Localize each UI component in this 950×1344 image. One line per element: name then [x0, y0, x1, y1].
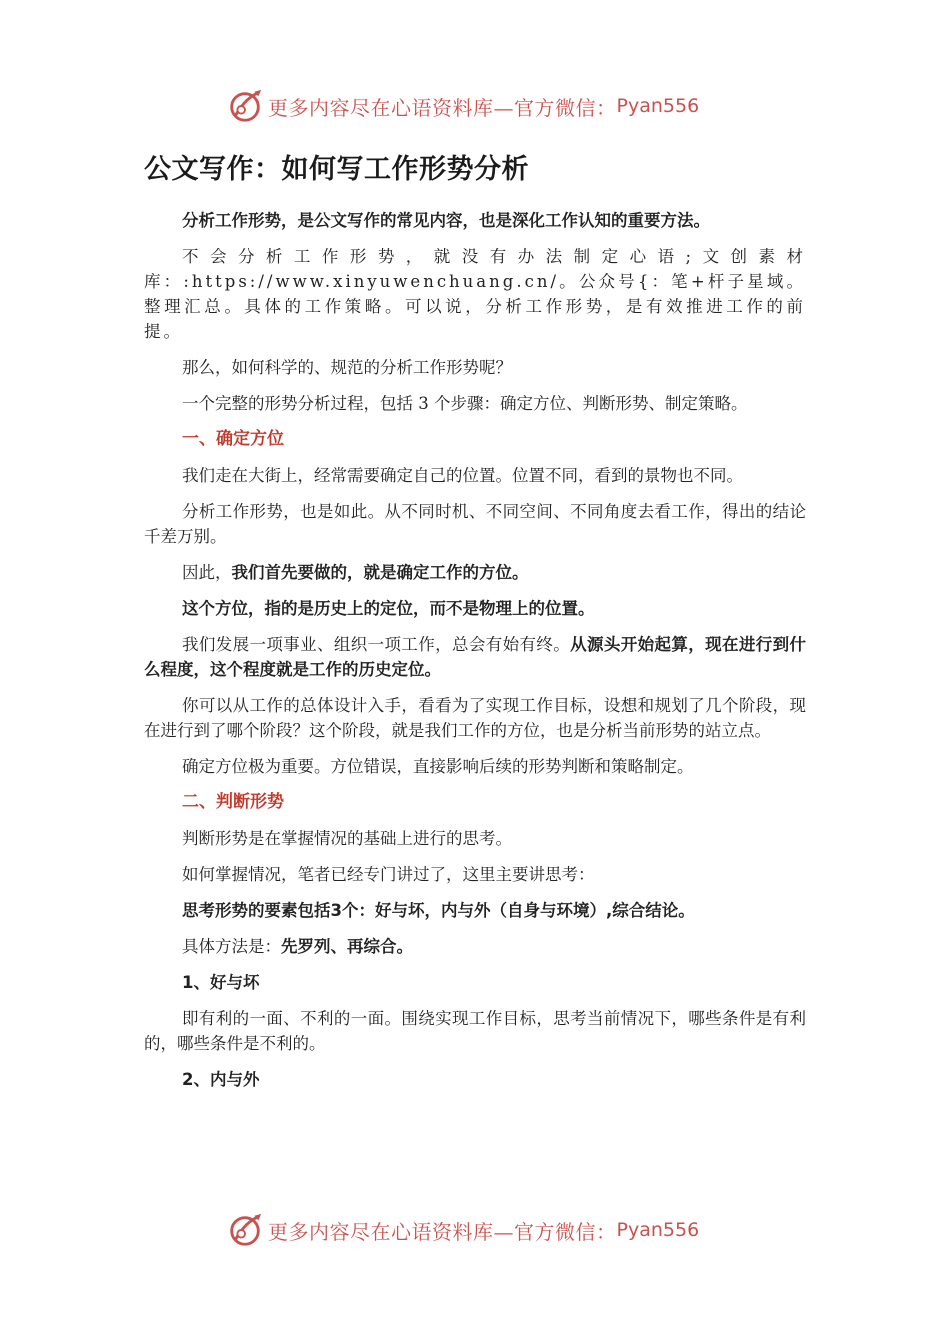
paragraph-7-bold: 我们首先要做的，就是确定工作的方位。: [231, 563, 529, 582]
paragraph-15: [144, 934, 806, 959]
page-title: 公文写作：如何写工作形势分析: [144, 154, 529, 185]
subheading-1: 1、好与坏: [182, 973, 260, 992]
paragraph-12: 判断形势是在掌握情况的基础上进行的思考。: [182, 829, 512, 848]
paragraph-6: 分析工作形势，也是如此。从不同时机、不同空间、不同角度去看工作，得出的结论千差万别。: [144, 502, 806, 546]
paragraph-9-bold: 从源头开始起算，现在进行到什么程度，这个程度就是工作的历史定位。: [144, 635, 806, 679]
paragraph-15-bold: 先罗列、再综合。: [281, 937, 413, 956]
paragraph-13: 如何掌握情况，笔者已经专门讲过了，这里主要讲思考：: [182, 865, 595, 884]
paragraph-2: 不会分析工作形势，就没有办法制定心语;文创素材库：:https://www.xinyuwenchuang.cn/。公众号{：笔+杆子星域。整理汇总。具体的工作策略。可以说，分析工作形势，是有效推进工作的前提。: [144, 247, 806, 341]
document-body: [144, 150, 806, 1103]
paragraph-10: 你可以从工作的总体设计入手，看看为了实现工作目标，设想和规划了几个阶段，现在进行到了哪个阶段？这个阶段，就是我们工作的方位，也是分析当前形势的站立点。: [144, 696, 806, 740]
section-heading-1: 一、确定方位: [182, 429, 284, 449]
paragraph-14: 思考形势的要素包括3个：好与坏，内与外（自身与环境）,综合结论。: [182, 901, 695, 920]
banner-wechat-id: Pyan556: [616, 95, 700, 117]
section-heading-2: 二、判断形势: [182, 792, 284, 812]
paragraph-16: 即有利的一面、不利的一面。围绕实现工作目标，思考当前情况下，哪些条件是有利的，哪些条件是不利的。: [144, 1009, 806, 1053]
paragraph-intro: 分析工作形势，是公文写作的常见内容，也是深化工作认知的重要方法。: [182, 211, 710, 230]
header-banner: [226, 86, 699, 126]
banner-wechat-id: Pyan556: [616, 1219, 700, 1241]
paragraph-8: 这个方位，指的是历史上的定位，而不是物理上的位置。: [182, 599, 595, 618]
paragraph-9: [144, 632, 806, 682]
paragraph-15-lead: 具体方法是：: [182, 937, 281, 956]
paragraph-7-lead: 因此，: [182, 563, 232, 582]
banner-text: 更多内容尽在心语资料库—官方微信：: [268, 95, 617, 120]
footer-banner: [226, 1210, 699, 1250]
pen-swirl-logo-icon: [226, 87, 264, 125]
paragraph-11: 确定方位极为重要。方位错误，直接影响后续的形势判断和策略制定。: [182, 757, 694, 776]
pen-swirl-logo-icon: [226, 1211, 264, 1249]
paragraph-9-lead: 我们发展一项事业、组织一项工作，总会有始有终。: [182, 635, 571, 654]
paragraph-5: 我们走在大街上，经常需要确定自己的位置。位置不同，看到的景物也不同。: [182, 466, 743, 485]
paragraph-3: 那么，如何科学的、规范的分析工作形势呢？: [182, 358, 512, 377]
paragraph-7: [144, 560, 806, 585]
paragraph-4: 一个完整的形势分析过程，包括 3 个步骤：确定方位、判断形势、制定策略。: [182, 394, 748, 413]
banner-text: 更多内容尽在心语资料库—官方微信：: [268, 1219, 617, 1244]
subheading-2: 2、内与外: [182, 1070, 260, 1089]
